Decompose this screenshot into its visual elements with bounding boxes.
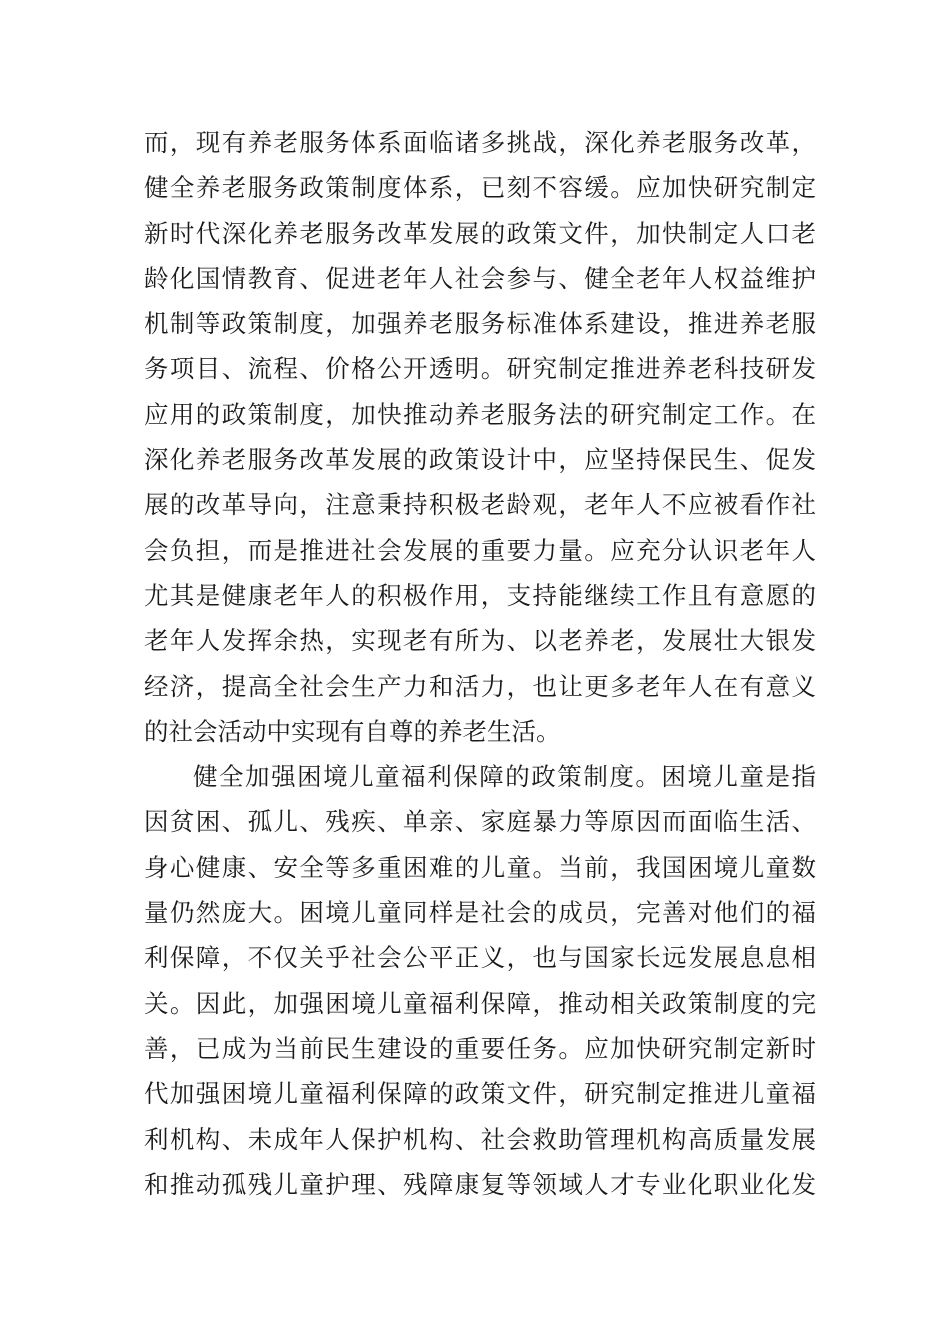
text-line: 深化养老服务改革发展的政策设计中，应坚持保民生、促发 [144, 445, 816, 475]
text-line: 会负担，而是推进社会发展的重要力量。应充分认识老年人 [144, 535, 816, 565]
text-line: 新时代深化养老服务改革发展的政策文件，加快制定人口老 [144, 218, 816, 248]
text-line: 务项目、流程、价格公开透明。研究制定推进养老科技研发 [144, 354, 816, 384]
text-line: 龄化国情教育、促进老年人社会参与、健全老年人权益维护 [144, 263, 816, 293]
paragraph-2 [144, 754, 816, 1207]
text-line: 尤其是健康老年人的积极作用，支持能继续工作且有意愿的 [144, 580, 816, 610]
text-line: 健全养老服务政策制度体系，已刻不容缓。应加快研究制定 [144, 173, 816, 203]
text-line: 的社会活动中实现有自尊的养老生活。 [144, 716, 561, 746]
text-line: 老年人发挥余热，实现老有所为、以老养老，发展壮大银发 [144, 626, 816, 656]
text-line: 善，已成为当前民生建设的重要任务。应加快研究制定新时 [144, 1033, 816, 1063]
text-line: 因贫困、孤儿、残疾、单亲、家庭暴力等原因而面临生活、 [144, 807, 816, 837]
text-line: 关。因此，加强困境儿童福利保障，推动相关政策制度的完 [144, 988, 816, 1018]
text-line: 量仍然庞大。困境儿童同样是社会的成员，完善对他们的福 [144, 898, 816, 928]
text-line: 而，现有养老服务体系面临诸多挑战，深化养老服务改革， [144, 128, 816, 157]
text-line: 代加强困境儿童福利保障的政策文件，研究制定推进儿童福 [144, 1079, 816, 1109]
paragraph-1 [144, 120, 816, 754]
text-line: 利保障，不仅关乎社会公平正义，也与国家长远发展息息相 [144, 943, 816, 973]
text-line: 经济，提高全社会生产力和活力，也让更多老年人在有意义 [144, 671, 816, 701]
body-text [144, 120, 816, 1207]
text-line: 身心健康、安全等多重困难的儿童。当前，我国困境儿童数 [144, 852, 816, 882]
text-line: 展的改革导向，注意秉持积极老龄观，老年人不应被看作社 [144, 490, 816, 520]
text-line: 健全加强困境儿童福利保障的政策制度。困境儿童是指 [193, 762, 816, 792]
text-line: 利机构、未成年人保护机构、社会救助管理机构高质量发展 [144, 1124, 816, 1154]
text-line: 应用的政策制度，加快推动养老服务法的研究制定工作。在 [144, 399, 816, 429]
text-line: 机制等政策制度，加强养老服务标准体系建设，推进养老服 [144, 309, 816, 339]
text-line: 和推动孤残儿童护理、残障康复等领域人才专业化职业化发 [144, 1169, 816, 1199]
